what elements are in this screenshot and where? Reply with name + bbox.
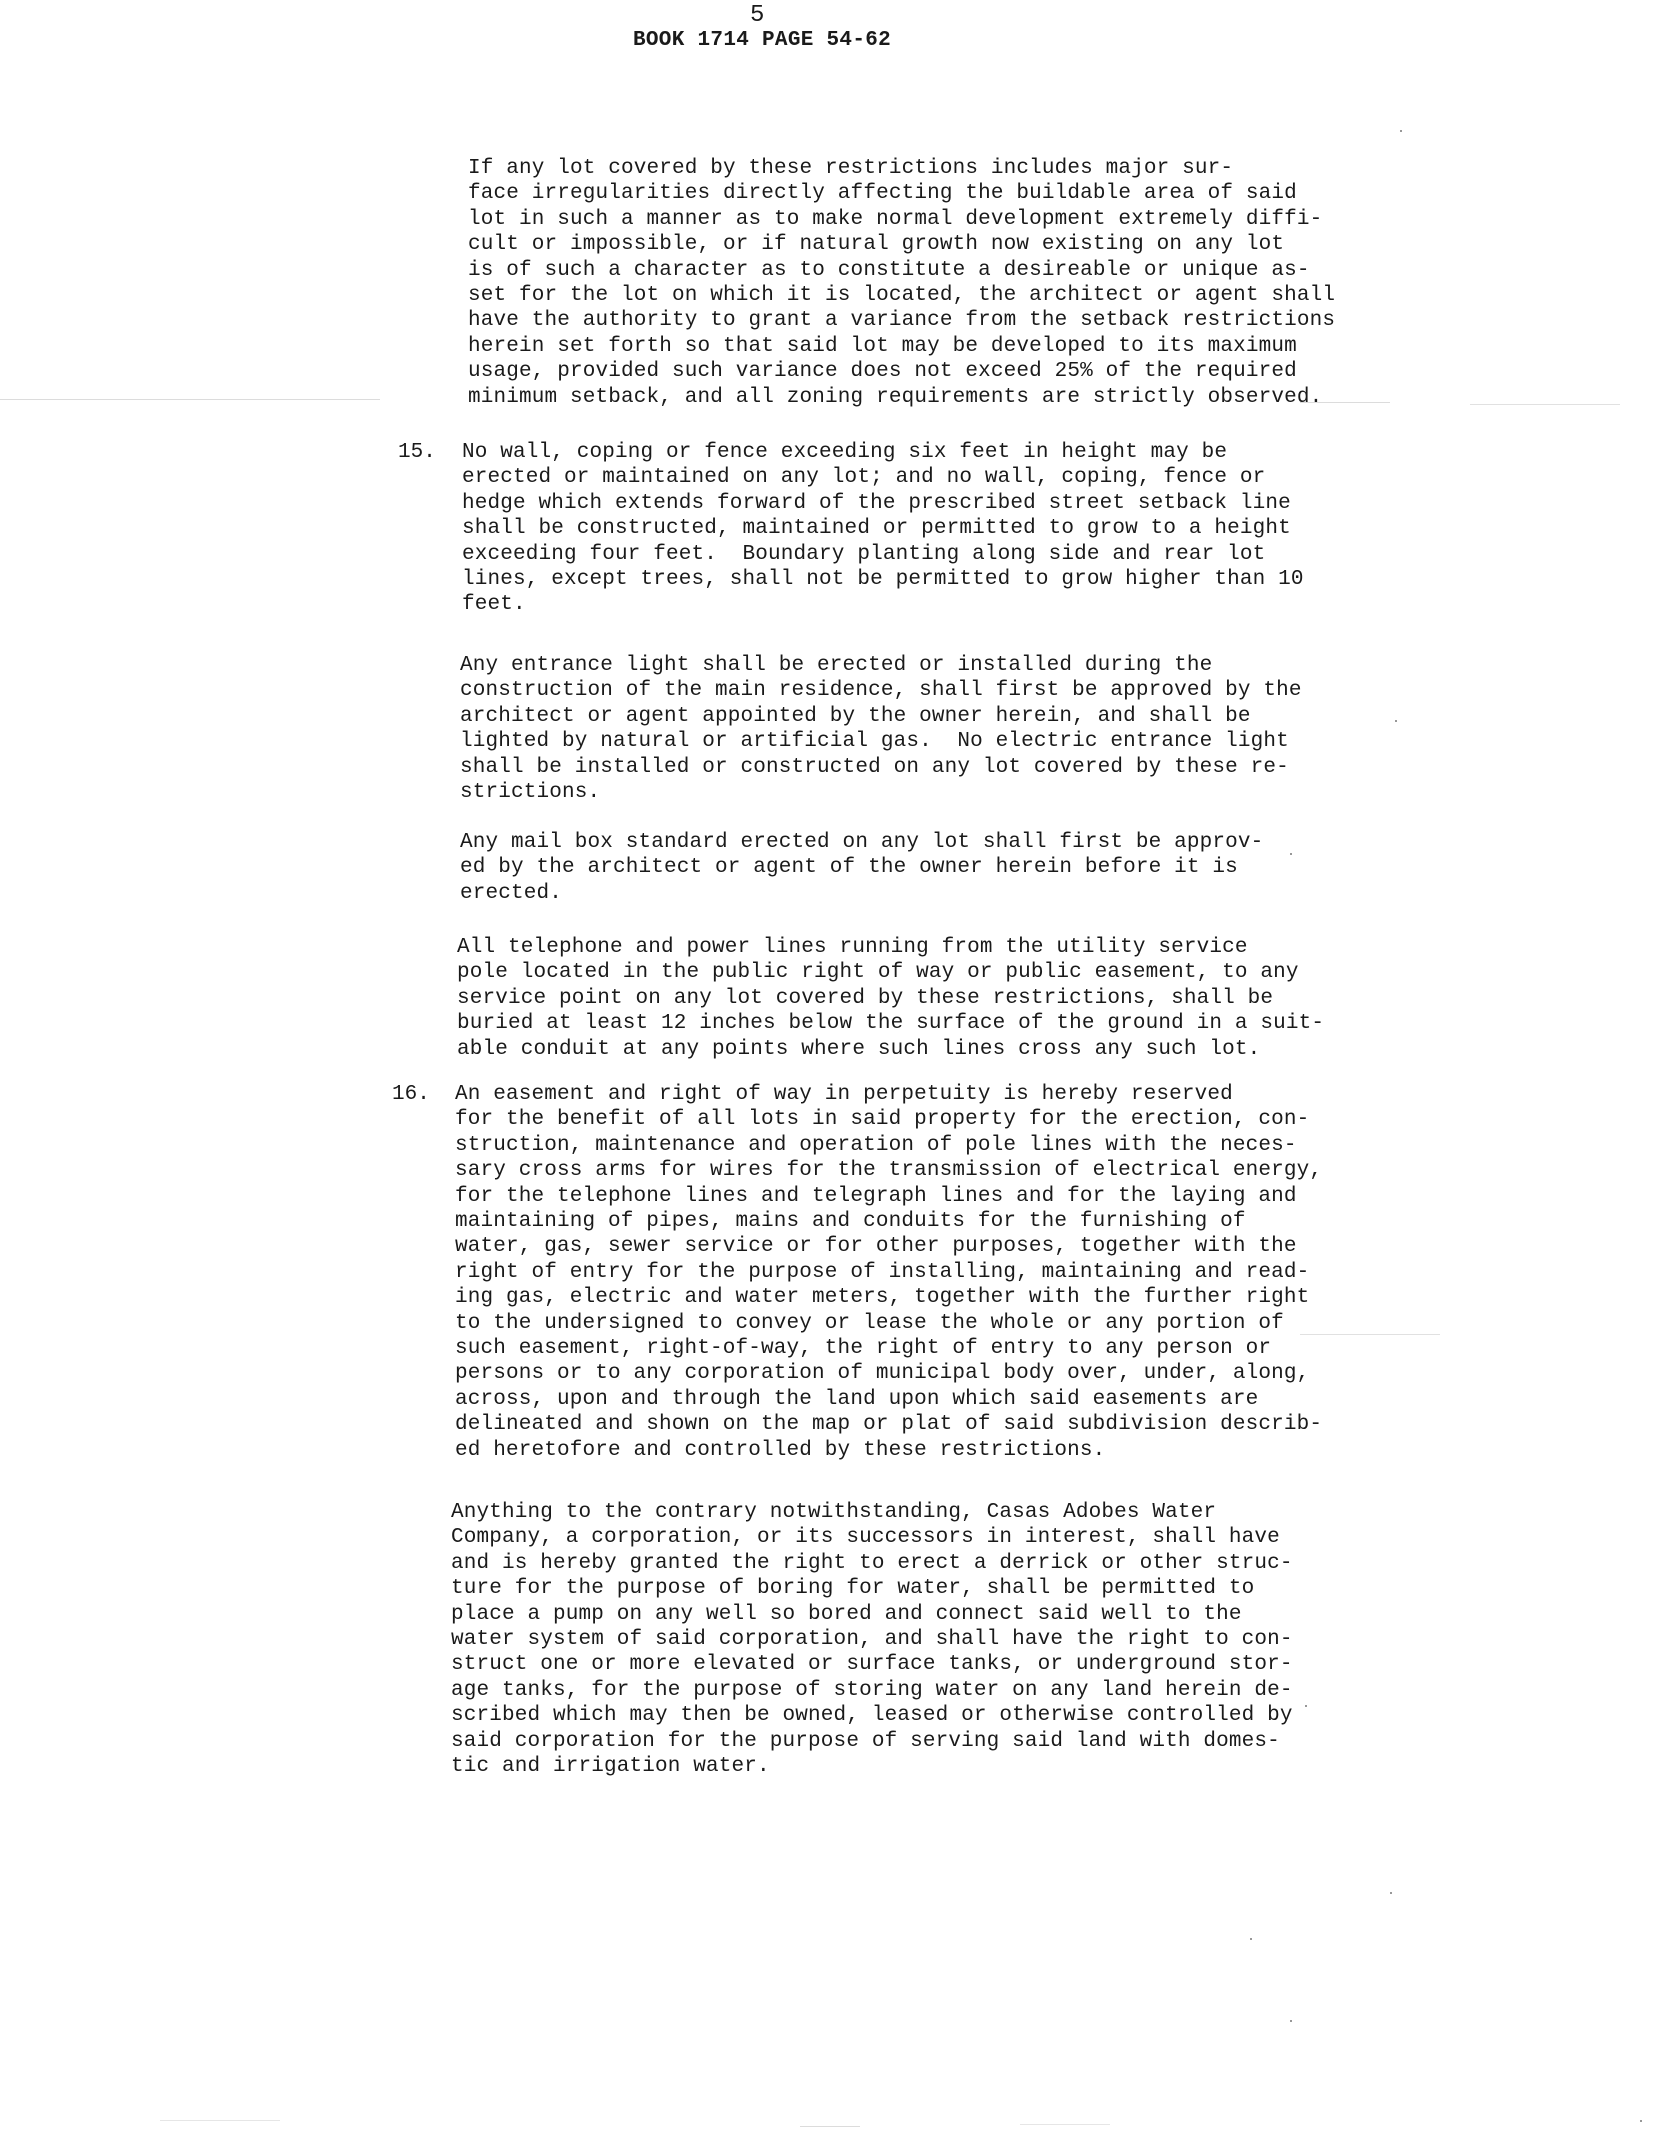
paragraph-easement: An easement and right of way in perpetuity is hereby reserved for the benefit of all lots in said property for the erection, con- struction, maintenance and operation of pole lines with the neces- sary cross arms for wires for the transmission of electrical energy, for the telephone lines and telegraph lines and for the laying and maintaining of pipes, mains and conduits for the furnishing of water, gas, sewer service or for other purposes, together with the right of entry for the purpose of installing, maintaining and read- ing gas, electric and water meters, together with the further right to the undersigned to convey or lease the whole or any portion of such easement, right-of-way, the right of entry to any person or persons or to any corporation of municipal body over, under, along, across, upon and through the land upon which said easements are delineated and shown on the map or plat of said subdivision describ- ed heretofore and controlled by these restrictions. <box>455 1083 1323 1462</box>
scan-artifact-line <box>160 2120 280 2121</box>
paragraph-walls-fences: No wall, coping or fence exceeding six feet in height may be erected or maintained on any lot; and no wall, coping, fence or hedge which extends forward of the prescribed street setback line shall be constructed, maintained or permitted to grow to a height exceeding four feet. Boundary planting along side and rear lot lines, except trees, shall not be permitted to grow higher than 10 feet. <box>462 441 1304 617</box>
section-number-16: 16. <box>392 1083 430 1106</box>
scan-artifact-line <box>1470 404 1620 405</box>
paragraph-setback-variance: If any lot covered by these restrictions includes major sur- face irregularities directly affecting the buildable area of said lot in such a manner as to make normal development extremely diffi- cult or impossible, or if natural growth now existing on any lot is of such a character as to constitute a desireable or unique as- set for the lot on which it is located, the architect or agent shall have the authority to grant a variance from the setback restrictions herein set forth so that said lot may be developed to its maximum usage, provided such variance does not exceed 25% of the required minimum setback, and all zoning requirements are strictly observed. <box>468 157 1336 409</box>
scan-artifact-line <box>0 399 380 400</box>
scan-artifact-dot <box>1250 1938 1252 1940</box>
paragraph-utility-lines: All telephone and power lines running from the utility service pole located in the public right of way or public easement, to any service point on any lot covered by these restrictions, shall be buried at least 12 inches below the surface of the ground in a suit- able conduit at any points where such lines cross any such lot. <box>457 936 1325 1061</box>
page-number: 5 <box>750 2 765 29</box>
scan-artifact-line <box>1300 1334 1440 1335</box>
scan-artifact-dot <box>1390 1892 1392 1894</box>
scan-artifact-dot <box>1640 2120 1642 2122</box>
paragraph-water-company: Anything to the contrary notwithstanding, Casas Adobes Water Company, a corporation, or its successors in interest, shall have and is hereby granted the right to erect a derrick or other struc- ture for the purpose of boring for water, shall be permitted to place a pump on any well so bored and connect said well to the water system of said corporation, and shall have the right to con- struct one or more elevated or surface tanks, or underground stor- age tanks, for the purpose of storing water on any land herein de- scribed which may then be owned, leased or otherwise controlled by said corporation for the purpose of serving said land with domes- tic and irrigation water. <box>451 1501 1293 1779</box>
section-number-15: 15. <box>398 441 436 464</box>
scan-artifact-line <box>1300 402 1390 403</box>
scan-artifact-line <box>1020 2124 1110 2125</box>
scan-artifact-dot <box>1400 130 1402 132</box>
book-page-reference: BOOK 1714 PAGE 54-62 <box>633 29 892 52</box>
scan-artifact-dot <box>1290 2020 1292 2022</box>
scan-artifact-dot <box>1305 1705 1307 1707</box>
scan-artifact-dot <box>1290 853 1292 855</box>
paragraph-mail-box: Any mail box standard erected on any lot shall first be approv- ed by the architect or agent of the owner herein before it is erected. <box>460 831 1264 905</box>
scan-artifact-dot <box>1395 720 1397 722</box>
paragraph-entrance-light: Any entrance light shall be erected or installed during the construction of the main residence, shall first be approved by the architect or agent appointed by the owner herein, and shall be lighted by natural or artificial gas. No electric entrance light shall be installed or constructed on any lot covered by these re- strictions. <box>460 654 1302 805</box>
scan-artifact-line <box>800 2126 860 2127</box>
